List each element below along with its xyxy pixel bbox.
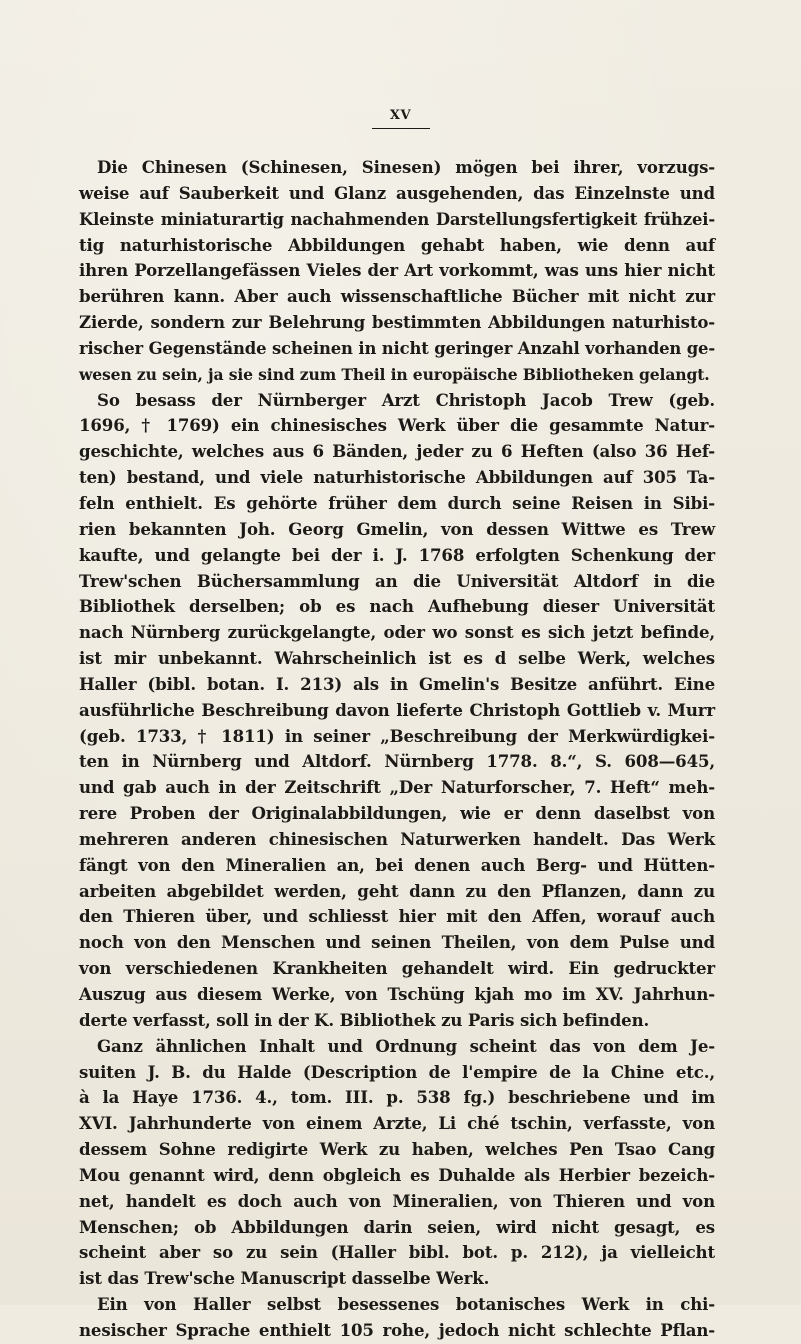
text-line: (geb. 1733, † 1811) in seiner „Beschreibung der Merkwürdigkei- — [79, 725, 715, 746]
text-line: Mou genannt wird, denn obgleich es Duhalde als Herbier bezeich- — [79, 1164, 715, 1185]
text-line: ist mir unbekannt. Wahrscheinlich ist es d selbe Werk, welches — [79, 648, 715, 669]
text-line: net, handelt es doch auch von Mineralien, von Thieren und von — [79, 1190, 715, 1211]
page-number-rule — [372, 128, 430, 129]
text-line: ausführliche Beschreibung davon lieferte Christoph Gottlieb v. Murr — [79, 699, 715, 720]
text-line: Die Chinesen (Schinesen, Sinesen) mögen bei ihrer, vorzugs- — [97, 157, 715, 177]
text-line: Auszug aus diesem Werke, von Tschüng kjah mo im XV. Jahrhun- — [79, 984, 715, 1004]
text-line: feln enthielt. Es gehörte früher dem durch seine Reisen in Sibi- — [79, 492, 715, 513]
text-line: geschichte, welches aus 6 Bänden, jeder zu 6 Heften (also 36 Hef- — [79, 441, 715, 462]
text-line: ten) bestand, und viele naturhistorische Abbildungen auf 305 Ta- — [79, 467, 715, 488]
text-line: Bibliothek derselben; ob es nach Aufhebung dieser Universität — [79, 596, 715, 617]
text-line: So besass der Nürnberger Arzt Christoph Jacob Trew (geb. — [97, 389, 715, 410]
text-line: Trew'schen Büchersammlung an die Universität Altdorf in die — [79, 570, 715, 591]
text-line: Ein von Haller selbst besessenes botanisches Werk in chi- — [97, 1294, 715, 1315]
text-line: XVI. Jahrhunderte von einem Arzte, Li ché tschin, verfasste, von — [79, 1113, 715, 1134]
text-line: Menschen; ob Abbildungen darin seien, wird nicht gesagt, es — [79, 1216, 715, 1237]
text-line: rien bekannten Joh. Georg Gmelin, von dessen Wittwe es Trew — [79, 518, 715, 539]
text-line: weise auf Sauberkeit und Glanz ausgehenden, das Einzelnste und — [79, 182, 715, 203]
text-line: Zierde, sondern zur Belehrung bestimmten Abbildungen naturhisto- — [79, 312, 715, 333]
text-line: wesen zu sein, ja sie sind zum Theil in europäische Bibliotheken gelangt. — [79, 364, 710, 384]
body-text — [79, 155, 715, 1344]
text-line: ten in Nürnberg und Altdorf. Nürnberg 1778. 8.“, S. 608—645, — [79, 751, 715, 772]
text-line: kaufte, und gelangte bei der i. J. 1768 erfolgten Schenkung der — [79, 544, 715, 565]
text-line: berühren kann. Aber auch wissenschaftliche Bücher mit nicht zur — [79, 286, 715, 307]
text-line: fängt von den Mineralien an, bei denen auch Berg- und Hütten- — [79, 854, 715, 875]
text-line: und gab auch in der Zeitschrift „Der Naturforscher, 7. Heft“ meh- — [79, 777, 715, 798]
text-line: den Thieren über, und schliesst hier mit den Affen, worauf auch — [79, 906, 715, 927]
text-line: suiten J. B. du Halde (Description de l'empire de la Chine etc., — [79, 1061, 715, 1082]
text-line: ihren Porzellangefässen Vieles der Art vorkommt, was uns hier nicht — [79, 260, 715, 281]
text-line: scheint aber so zu sein (Haller bibl. bot. p. 212), ja vielleicht — [79, 1242, 715, 1263]
text-line: dessem Sohne redigirte Werk zu haben, welches Pen Tsao Cang — [79, 1139, 715, 1160]
text-line: nach Nürnberg zurückgelangte, oder wo sonst es sich jetzt befinde, — [79, 622, 715, 643]
text-line: arbeiten abgebildet werden, geht dann zu den Pflanzen, dann zu — [79, 880, 715, 901]
text-line: rere Proben der Originalabbildungen, wie er denn daselbst von — [79, 803, 715, 824]
text-line: von verschiedenen Krankheiten gehandelt wird. Ein gedruckter — [79, 958, 715, 979]
text-line: à la Haye 1736. 4., tom. III. p. 538 fg.) beschriebene und im — [79, 1087, 715, 1108]
text-line: Haller (bibl. botan. I. 213) als in Gmelin's Besitze anführt. Eine — [79, 673, 715, 694]
text-line: derte verfasst, soll in der K. Bibliothek zu Paris sich befinden. — [79, 1009, 650, 1030]
text-line: nesischer Sprache enthielt 105 rohe, jedoch nicht schlechte Pflan- — [79, 1319, 715, 1340]
text-line: Ganz ähnlichen Inhalt und Ordnung scheint das von dem Je- — [97, 1035, 715, 1056]
text-line: ist das Trew'sche Manuscript dasselbe Werk. — [79, 1268, 490, 1289]
page-number: XV — [389, 108, 412, 123]
text-line: noch von den Menschen und seinen Theilen, von dem Pulse und — [79, 932, 715, 953]
text-line: 1696, † 1769) ein chinesisches Werk über die gesammte Natur- — [79, 415, 715, 436]
text-line: Kleinste miniaturartig nachahmenden Darstellungsfertigkeit frühzei- — [79, 209, 715, 229]
text-line: tig naturhistorische Abbildungen gehabt haben, wie denn auf — [79, 234, 715, 255]
text-line: rischer Gegenstände scheinen in nicht geringer Anzahl vorhanden ge- — [79, 338, 715, 358]
text-line: mehreren anderen chinesischen Naturwerken handelt. Das Werk — [79, 828, 715, 849]
